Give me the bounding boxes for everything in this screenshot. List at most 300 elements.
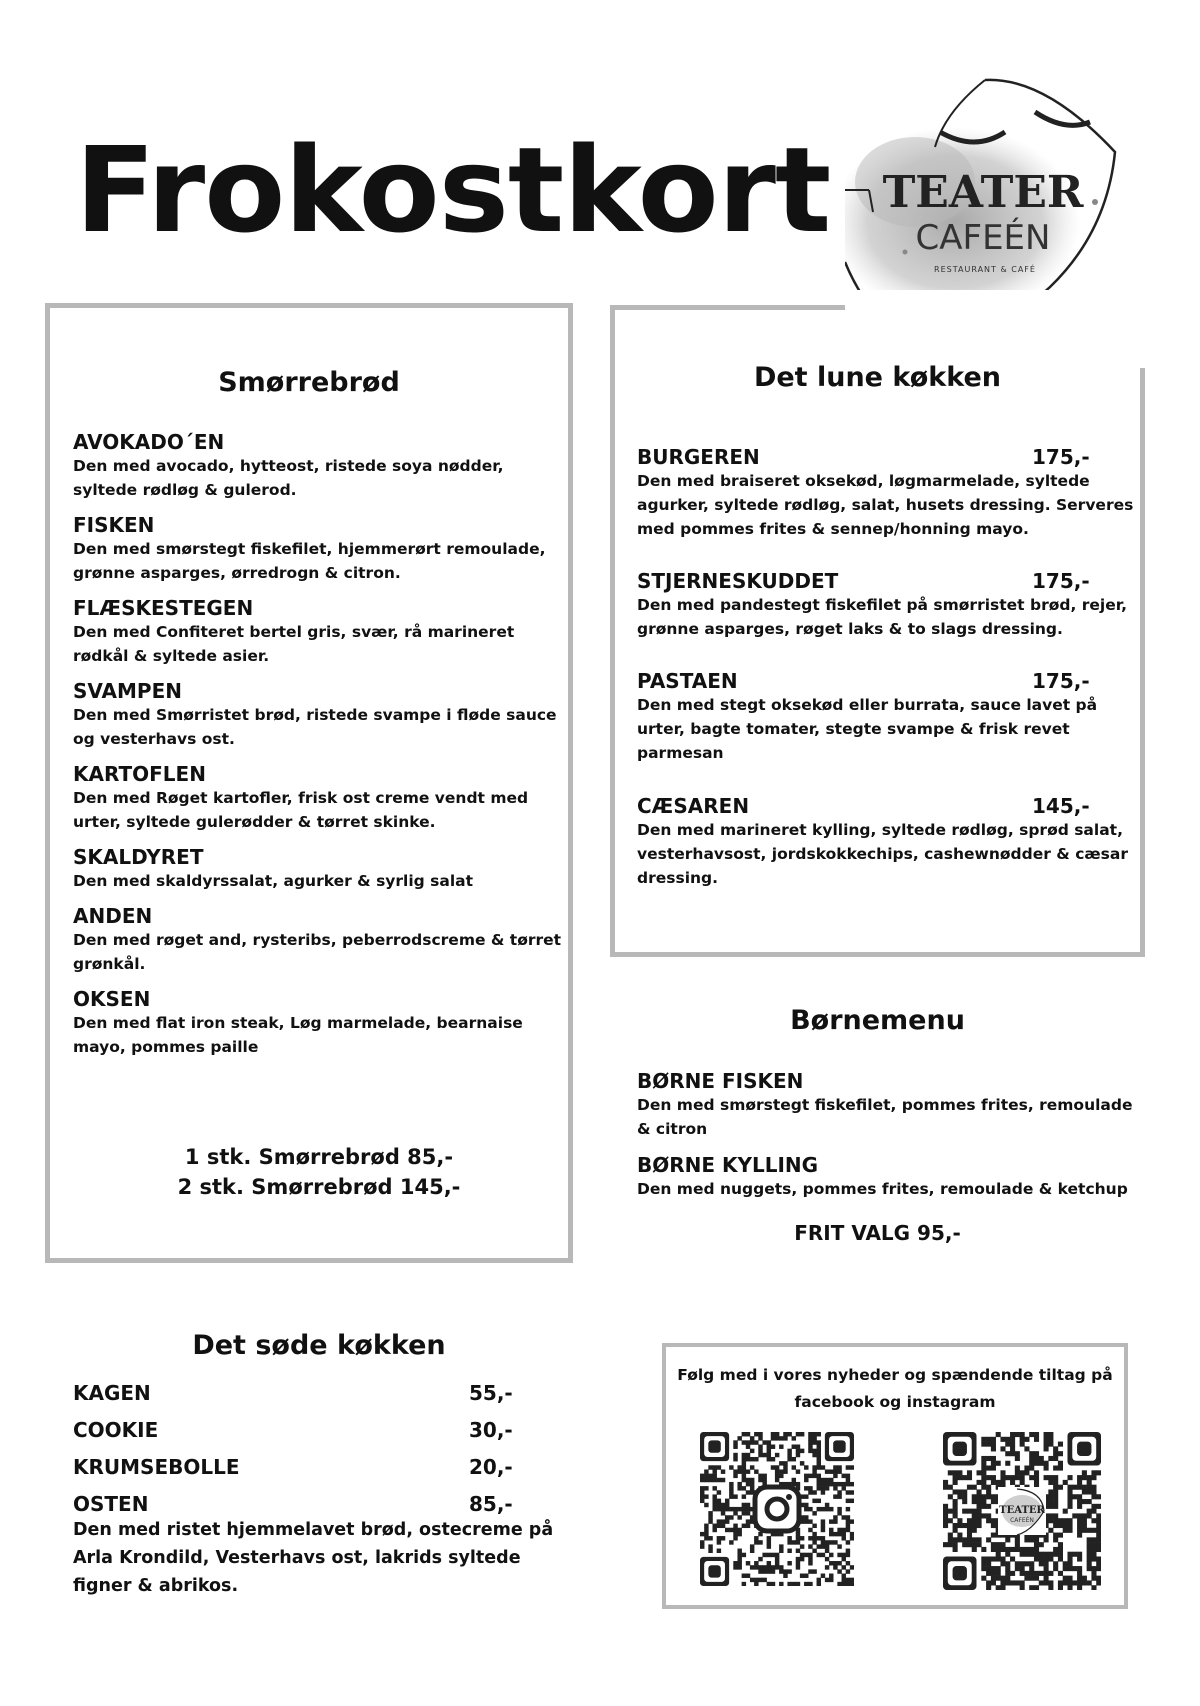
qr-module bbox=[1063, 1561, 1068, 1566]
qr-module bbox=[767, 1565, 771, 1569]
qr-module bbox=[977, 1523, 982, 1528]
qr-module bbox=[1072, 1552, 1077, 1557]
qr-module bbox=[817, 1444, 821, 1448]
qr-module bbox=[1029, 1537, 1034, 1542]
qr-module bbox=[725, 1528, 729, 1532]
qr-module bbox=[981, 1470, 986, 1475]
qr-module bbox=[1091, 1509, 1096, 1514]
qr-module bbox=[967, 1475, 972, 1480]
qr-module bbox=[750, 1549, 754, 1553]
qr-module bbox=[821, 1544, 825, 1548]
qr-module bbox=[1048, 1528, 1053, 1533]
qr-module bbox=[1048, 1585, 1053, 1590]
qr-module bbox=[1015, 1432, 1020, 1437]
qr-module bbox=[812, 1511, 816, 1515]
item-name: STJERNESKUDDET bbox=[637, 569, 839, 593]
qr-module bbox=[1039, 1461, 1044, 1466]
qr-module bbox=[742, 1474, 746, 1478]
qr-module bbox=[829, 1553, 833, 1557]
item-name: KAGEN bbox=[73, 1381, 151, 1405]
qr-module bbox=[837, 1494, 841, 1498]
qr-module bbox=[808, 1490, 812, 1494]
qr-module bbox=[962, 1542, 967, 1547]
qr-module bbox=[708, 1519, 712, 1523]
qr-module bbox=[1087, 1475, 1092, 1480]
qr-module bbox=[977, 1489, 982, 1494]
qr-module bbox=[1096, 1528, 1101, 1533]
qr-module bbox=[808, 1432, 812, 1436]
qr-module bbox=[750, 1486, 754, 1490]
qr-module bbox=[1053, 1537, 1058, 1542]
qr-module bbox=[742, 1574, 746, 1578]
qr-module bbox=[742, 1457, 746, 1461]
qr-module bbox=[1029, 1576, 1034, 1581]
qr-module bbox=[792, 1436, 796, 1440]
qr-module bbox=[700, 1532, 704, 1536]
qr-module bbox=[829, 1478, 833, 1482]
item-desc: Den med marineret kylling, syltede rødløg, sprød salat, vesterhavsost, jordskokkechips, cashewnødder & cæsar dressing. bbox=[637, 821, 1128, 887]
qr-module bbox=[767, 1444, 771, 1448]
qr-module bbox=[796, 1561, 800, 1565]
qr-module bbox=[1044, 1571, 1049, 1576]
qr-module bbox=[1077, 1585, 1082, 1590]
qr-module bbox=[1039, 1456, 1044, 1461]
qr-module bbox=[746, 1561, 750, 1565]
qr-module bbox=[957, 1489, 962, 1494]
qr-module bbox=[812, 1432, 816, 1436]
qr-module bbox=[1087, 1547, 1092, 1552]
qr-module bbox=[746, 1444, 750, 1448]
qr-module bbox=[796, 1582, 800, 1586]
qr-module bbox=[704, 1528, 708, 1532]
qr-module bbox=[967, 1518, 972, 1523]
qr-module bbox=[981, 1456, 986, 1461]
qr-module bbox=[996, 1571, 1001, 1576]
qr-module bbox=[1039, 1571, 1044, 1576]
qr-module bbox=[812, 1474, 816, 1478]
qr-module bbox=[1048, 1556, 1053, 1561]
qr-module bbox=[972, 1523, 977, 1528]
qr-module bbox=[804, 1515, 808, 1519]
qr-module bbox=[1020, 1432, 1025, 1437]
facebook-qr-code[interactable] bbox=[943, 1432, 1101, 1590]
qr-module bbox=[787, 1549, 791, 1553]
item-desc: Den med smørstegt fiskefilet, hjemmerørt remoulade, grønne asparges, ørredrogn & citron. bbox=[73, 540, 546, 582]
list-item bbox=[73, 1381, 543, 1405]
qr-module bbox=[846, 1507, 850, 1511]
qr-module bbox=[1053, 1456, 1058, 1461]
qr-module bbox=[1053, 1466, 1058, 1471]
qr-module bbox=[721, 1507, 725, 1511]
list-item bbox=[73, 596, 573, 668]
qr-module bbox=[837, 1469, 841, 1473]
qr-module bbox=[758, 1578, 762, 1582]
qr-module bbox=[779, 1469, 783, 1473]
qr-module bbox=[1048, 1580, 1053, 1585]
qr-module bbox=[1053, 1533, 1058, 1538]
qr-module bbox=[850, 1578, 854, 1582]
qr-module bbox=[1005, 1576, 1010, 1581]
qr-module bbox=[779, 1582, 783, 1586]
qr-module bbox=[821, 1536, 825, 1540]
qr-module bbox=[746, 1469, 750, 1473]
qr-module bbox=[746, 1482, 750, 1486]
qr-module bbox=[967, 1542, 972, 1547]
qr-module bbox=[981, 1566, 986, 1571]
qr-module bbox=[833, 1465, 837, 1469]
qr-module bbox=[733, 1444, 737, 1448]
qr-module bbox=[767, 1453, 771, 1457]
list-item bbox=[73, 845, 573, 893]
qr-module bbox=[981, 1547, 986, 1552]
qr-module bbox=[804, 1478, 808, 1482]
qr-module bbox=[812, 1436, 816, 1440]
qr-module bbox=[1058, 1461, 1063, 1466]
qr-module bbox=[779, 1461, 783, 1465]
qr-module bbox=[817, 1457, 821, 1461]
instagram-icon bbox=[755, 1487, 799, 1531]
qr-module bbox=[1091, 1542, 1096, 1547]
qr-module bbox=[981, 1556, 986, 1561]
qr-module bbox=[1077, 1494, 1082, 1499]
qr-module bbox=[1034, 1461, 1039, 1466]
qr-module bbox=[733, 1561, 737, 1565]
qr-module bbox=[833, 1494, 837, 1498]
qr-module bbox=[972, 1494, 977, 1499]
qr-module bbox=[729, 1540, 733, 1544]
qr-module bbox=[962, 1537, 967, 1542]
qr-module bbox=[1072, 1513, 1077, 1518]
qr-module bbox=[758, 1432, 762, 1436]
qr-module bbox=[733, 1528, 737, 1532]
qr-module bbox=[837, 1528, 841, 1532]
qr-module bbox=[700, 1490, 704, 1494]
qr-module bbox=[804, 1519, 808, 1523]
qr-module bbox=[771, 1569, 775, 1573]
qr-module bbox=[1087, 1580, 1092, 1585]
qr-module bbox=[1082, 1580, 1087, 1585]
qr-module bbox=[837, 1490, 841, 1494]
qr-module bbox=[1087, 1561, 1092, 1566]
qr-module bbox=[1077, 1523, 1082, 1528]
qr-module bbox=[846, 1524, 850, 1528]
qr-module bbox=[1058, 1580, 1063, 1585]
qr-module bbox=[1010, 1446, 1015, 1451]
qr-module bbox=[829, 1574, 833, 1578]
qr-module bbox=[700, 1499, 704, 1503]
qr-module bbox=[796, 1557, 800, 1561]
qr-module bbox=[796, 1449, 800, 1453]
qr-module bbox=[1072, 1580, 1077, 1585]
qr-module bbox=[1005, 1442, 1010, 1447]
qr-module bbox=[762, 1565, 766, 1569]
qr-module bbox=[986, 1466, 991, 1471]
qr-module bbox=[850, 1582, 854, 1586]
qr-module bbox=[783, 1465, 787, 1469]
qr-module bbox=[842, 1582, 846, 1586]
qr-module bbox=[787, 1540, 791, 1544]
qr-module bbox=[1000, 1580, 1005, 1585]
qr-module bbox=[1015, 1451, 1020, 1456]
qr-module bbox=[943, 1485, 948, 1490]
qr-module bbox=[1063, 1523, 1068, 1528]
list-item bbox=[73, 679, 573, 751]
qr-module bbox=[796, 1444, 800, 1448]
qr-module bbox=[1000, 1585, 1005, 1590]
qr-module bbox=[1053, 1513, 1058, 1518]
item-name: BØRNE KYLLING bbox=[637, 1153, 819, 1177]
qr-module bbox=[717, 1503, 721, 1507]
qr-module bbox=[1082, 1528, 1087, 1533]
qr-module bbox=[775, 1561, 779, 1565]
qr-module bbox=[717, 1540, 721, 1544]
qr-module bbox=[1096, 1542, 1101, 1547]
qr-module bbox=[1010, 1480, 1015, 1485]
qr-module bbox=[804, 1582, 808, 1586]
qr-module bbox=[1077, 1499, 1082, 1504]
qr-module bbox=[846, 1528, 850, 1532]
qr-module bbox=[775, 1453, 779, 1457]
qr-module bbox=[767, 1582, 771, 1586]
qr-module bbox=[977, 1513, 982, 1518]
qr-module bbox=[708, 1544, 712, 1548]
qr-module bbox=[1091, 1552, 1096, 1557]
qr-module bbox=[1091, 1518, 1096, 1523]
qr-module bbox=[808, 1486, 812, 1490]
qr-module bbox=[850, 1536, 854, 1540]
qr-module bbox=[725, 1515, 729, 1519]
qr-module bbox=[817, 1478, 821, 1482]
qr-module bbox=[1000, 1576, 1005, 1581]
qr-module bbox=[737, 1565, 741, 1569]
qr-module bbox=[812, 1549, 816, 1553]
qr-module bbox=[800, 1574, 804, 1578]
qr-module bbox=[1067, 1556, 1072, 1561]
qr-module bbox=[758, 1557, 762, 1561]
qr-module bbox=[1029, 1585, 1034, 1590]
logo-line1: TEATER bbox=[882, 167, 1084, 218]
qr-module bbox=[986, 1456, 991, 1461]
qr-module bbox=[725, 1499, 729, 1503]
qr-module bbox=[1048, 1504, 1053, 1509]
item-name: SKALDYRET bbox=[73, 845, 204, 869]
qr-module bbox=[833, 1532, 837, 1536]
qr-module bbox=[991, 1533, 996, 1538]
qr-module bbox=[1067, 1566, 1072, 1571]
qr-module bbox=[1024, 1446, 1029, 1451]
qr-module bbox=[783, 1569, 787, 1573]
qr-module bbox=[796, 1482, 800, 1486]
qr-module bbox=[1053, 1489, 1058, 1494]
qr-module bbox=[972, 1499, 977, 1504]
qr-module bbox=[1029, 1475, 1034, 1480]
item-name: CÆSAREN bbox=[637, 794, 750, 818]
qr-module bbox=[1077, 1566, 1082, 1571]
qr-module bbox=[746, 1478, 750, 1482]
qr-module bbox=[796, 1536, 800, 1540]
qr-module bbox=[742, 1524, 746, 1528]
qr-module bbox=[1058, 1571, 1063, 1576]
qr-module bbox=[742, 1486, 746, 1490]
qr-module bbox=[962, 1509, 967, 1514]
qr-module bbox=[704, 1503, 708, 1507]
qr-module bbox=[1067, 1528, 1072, 1533]
qr-module bbox=[1034, 1571, 1039, 1576]
qr-module bbox=[1087, 1542, 1092, 1547]
qr-module bbox=[783, 1469, 787, 1473]
qr-module bbox=[817, 1582, 821, 1586]
qr-module bbox=[1091, 1475, 1096, 1480]
qr-module bbox=[750, 1578, 754, 1582]
qr-module bbox=[825, 1507, 829, 1511]
qr-module bbox=[783, 1461, 787, 1465]
qr-module bbox=[846, 1478, 850, 1482]
qr-module bbox=[771, 1565, 775, 1569]
qr-module bbox=[991, 1494, 996, 1499]
qr-module bbox=[717, 1536, 721, 1540]
qr-module bbox=[1072, 1566, 1077, 1571]
qr-module bbox=[986, 1489, 991, 1494]
qr-module bbox=[812, 1440, 816, 1444]
qr-module bbox=[829, 1540, 833, 1544]
qr-module bbox=[953, 1513, 958, 1518]
qr-module bbox=[1048, 1475, 1053, 1480]
qr-module bbox=[1077, 1533, 1082, 1538]
qr-module bbox=[700, 1478, 704, 1482]
qr-module bbox=[771, 1553, 775, 1557]
qr-module bbox=[1091, 1537, 1096, 1542]
qr-module bbox=[771, 1582, 775, 1586]
qr-module bbox=[1077, 1518, 1082, 1523]
qr-module bbox=[775, 1478, 779, 1482]
qr-module bbox=[804, 1503, 808, 1507]
qr-module bbox=[1053, 1475, 1058, 1480]
qr-module bbox=[825, 1544, 829, 1548]
qr-module bbox=[758, 1436, 762, 1440]
qr-module bbox=[737, 1469, 741, 1473]
qr-module bbox=[804, 1486, 808, 1490]
qr-module bbox=[1000, 1437, 1005, 1442]
qr-module bbox=[717, 1507, 721, 1511]
qr-module bbox=[783, 1574, 787, 1578]
qr-module bbox=[825, 1482, 829, 1486]
qr-module bbox=[758, 1478, 762, 1482]
qr-finder bbox=[708, 1440, 720, 1452]
qr-module bbox=[846, 1519, 850, 1523]
qr-module bbox=[1077, 1528, 1082, 1533]
qr-module bbox=[746, 1507, 750, 1511]
qr-module bbox=[775, 1557, 779, 1561]
qr-module bbox=[775, 1432, 779, 1436]
qr-module bbox=[1020, 1552, 1025, 1557]
item-desc: Den med Confiteret bertel gris, svær, rå marineret rødkål & syltede asier. bbox=[73, 623, 515, 665]
qr-module bbox=[1000, 1446, 1005, 1451]
qr-module bbox=[708, 1515, 712, 1519]
qr-module bbox=[846, 1553, 850, 1557]
qr-module bbox=[1044, 1475, 1049, 1480]
qr-module bbox=[712, 1478, 716, 1482]
qr-module bbox=[1091, 1494, 1096, 1499]
qr-module bbox=[842, 1557, 846, 1561]
qr-module bbox=[837, 1561, 841, 1565]
qr-module bbox=[981, 1485, 986, 1490]
qr-module bbox=[729, 1528, 733, 1532]
qr-module bbox=[1091, 1571, 1096, 1576]
qr-module bbox=[804, 1553, 808, 1557]
qr-module bbox=[1005, 1561, 1010, 1566]
qr-module bbox=[1091, 1585, 1096, 1590]
qr-module bbox=[821, 1528, 825, 1532]
qr-module bbox=[850, 1499, 854, 1503]
qr-module bbox=[981, 1499, 986, 1504]
qr-module bbox=[737, 1465, 741, 1469]
qr-module bbox=[1034, 1432, 1039, 1437]
qr-module bbox=[783, 1436, 787, 1440]
qr-module bbox=[712, 1469, 716, 1473]
qr-module bbox=[981, 1504, 986, 1509]
qr-module bbox=[817, 1432, 821, 1436]
qr-module bbox=[967, 1537, 972, 1542]
qr-module bbox=[742, 1478, 746, 1482]
qr-module bbox=[1015, 1470, 1020, 1475]
smorrebrod-list bbox=[73, 430, 573, 1070]
qr-module bbox=[1091, 1485, 1096, 1490]
qr-module bbox=[750, 1465, 754, 1469]
qr-module bbox=[1034, 1537, 1039, 1542]
qr-module bbox=[725, 1519, 729, 1523]
qr-module bbox=[1029, 1461, 1034, 1466]
qr-module bbox=[996, 1566, 1001, 1571]
qr-module bbox=[787, 1453, 791, 1457]
qr-module bbox=[943, 1518, 948, 1523]
qr-module bbox=[1058, 1556, 1063, 1561]
qr-module bbox=[1077, 1580, 1082, 1585]
qr-module bbox=[771, 1465, 775, 1469]
qr-module bbox=[842, 1565, 846, 1569]
qr-module bbox=[817, 1486, 821, 1490]
qr-module bbox=[1053, 1494, 1058, 1499]
qr-finder bbox=[708, 1565, 720, 1577]
qr-module bbox=[808, 1536, 812, 1540]
qr-module bbox=[754, 1582, 758, 1586]
qr-module bbox=[996, 1461, 1001, 1466]
qr-module bbox=[972, 1513, 977, 1518]
qr-module bbox=[1024, 1547, 1029, 1552]
qr-module bbox=[771, 1444, 775, 1448]
qr-module bbox=[1087, 1480, 1092, 1485]
qr-module bbox=[787, 1432, 791, 1436]
item-name: COOKIE bbox=[73, 1418, 159, 1442]
qr-module bbox=[775, 1553, 779, 1557]
qr-module bbox=[1044, 1556, 1049, 1561]
qr-module bbox=[967, 1485, 972, 1490]
qr-module bbox=[825, 1503, 829, 1507]
item-desc: Den med skaldyrssalat, agurker & syrlig salat bbox=[73, 872, 474, 890]
qr-module bbox=[1020, 1480, 1025, 1485]
qr-module bbox=[967, 1509, 972, 1514]
qr-module bbox=[1087, 1499, 1092, 1504]
qr-module bbox=[1067, 1504, 1072, 1509]
qr-module bbox=[771, 1436, 775, 1440]
qr-module bbox=[1034, 1456, 1039, 1461]
qr-module bbox=[1024, 1466, 1029, 1471]
qr-module bbox=[1063, 1580, 1068, 1585]
qr-module bbox=[783, 1432, 787, 1436]
instagram-qr-code[interactable] bbox=[700, 1432, 854, 1586]
smorrebrod-price-2: 2 stk. Smørrebrød 145,- bbox=[177, 1175, 461, 1199]
qr-module bbox=[829, 1469, 833, 1473]
qr-module bbox=[948, 1518, 953, 1523]
